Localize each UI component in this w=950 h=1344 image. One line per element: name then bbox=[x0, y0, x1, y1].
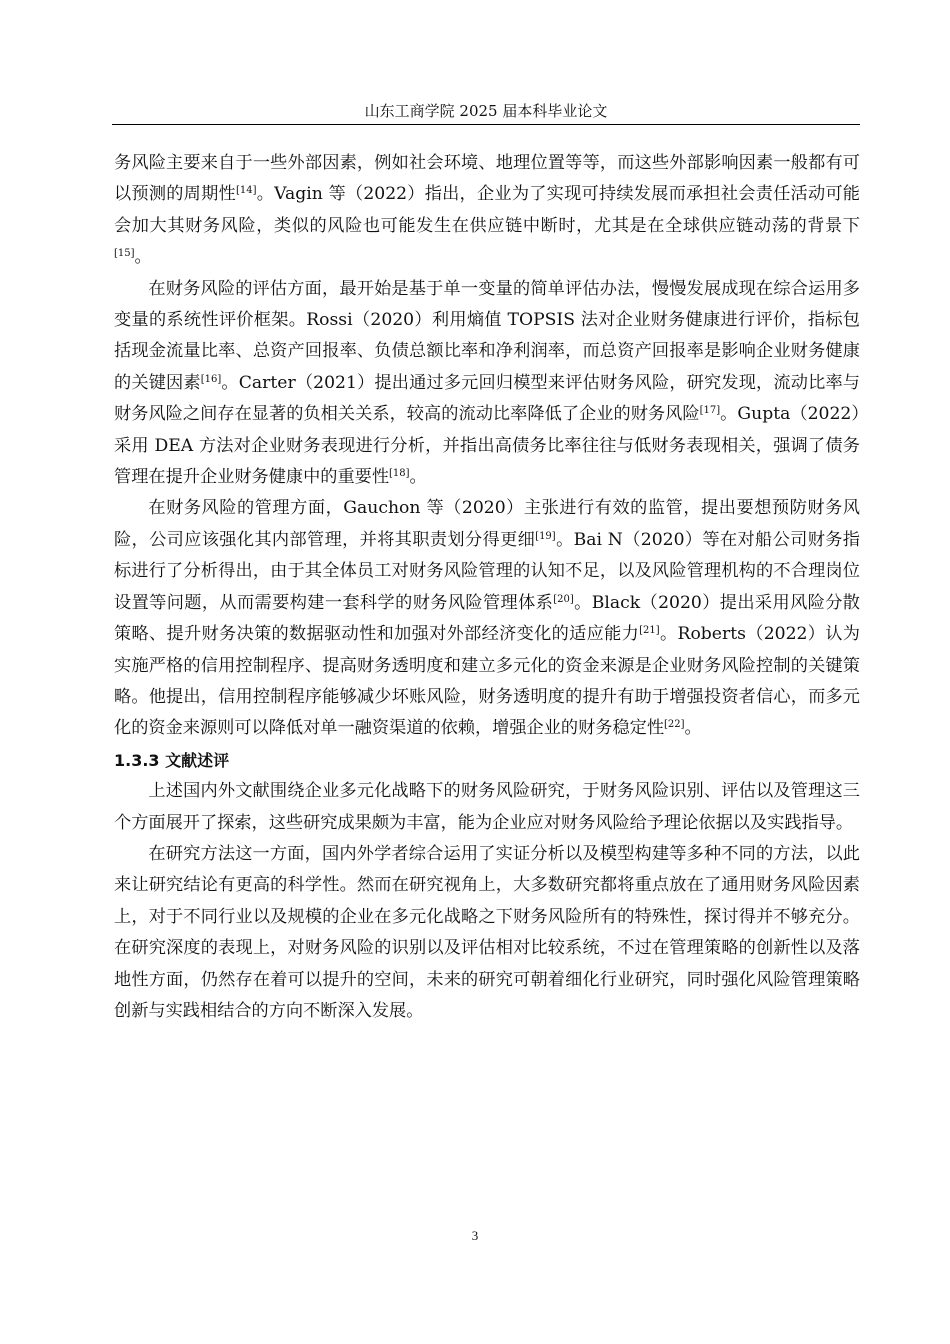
citation-ref: [15] bbox=[114, 248, 135, 260]
text-run: 。Black（2020）提出采用风险分散策略、提升财务决策的数据驱动性和加强对外部经济变化的适应能力 bbox=[114, 592, 860, 645]
citation-ref: [17] bbox=[699, 405, 721, 417]
section-heading bbox=[114, 745, 860, 776]
paragraph bbox=[114, 493, 860, 744]
page-number: 3 bbox=[471, 1228, 479, 1243]
text-run: 上述国内外文献围绕企业多元化战略下的财务风险研究，于财务风险识别、评估以及管理这三个方面展开了探索，这些研究成果颇为丰富，能为企业应对财务风险给予理论依据以及实践指导。 bbox=[114, 781, 860, 833]
text-run: 务风险主要来自于一些外部因素，例如社会环境、地理位置等等，而这些外部影响因素一般都有可以预测的周期性 bbox=[114, 153, 860, 205]
citation-ref: [22] bbox=[664, 719, 685, 731]
paragraph bbox=[114, 776, 860, 839]
text-run: 。Vagin 等（2022）指出，企业为了实现可持续发展而承担社会责任活动可能会加大其财务风险，类似的风险也可能发生在供应链中断时，尤其是在全球供应链动荡的背景下 bbox=[114, 184, 860, 236]
paragraph bbox=[114, 148, 860, 274]
citation-ref: [18] bbox=[389, 468, 410, 480]
text-run: 。Gupta（2022）采用 DEA 方法对企业财务表现进行分析，并指出高债务比率往往与低财务表现相关，强调了债务管理在提升企业财务健康中的重要性 bbox=[114, 404, 860, 488]
text-run: 。 bbox=[409, 467, 427, 488]
citation-ref: [16] bbox=[200, 373, 222, 385]
text-run: 在财务风险的管理方面，Gauchon 等（2020）主张进行有效的监管，提出要想预防财务风险，公司应该强化其内部管理，并将其职责划分得更细 bbox=[114, 498, 860, 550]
header-title: 山东工商学院 2025 届本科毕业论文 bbox=[364, 102, 608, 120]
citation-ref: [21] bbox=[639, 625, 660, 637]
text-run: 。 bbox=[134, 247, 152, 268]
header-rule bbox=[112, 124, 860, 125]
page-header bbox=[112, 100, 860, 122]
text-run: 。 bbox=[684, 718, 702, 739]
citation-ref: [14] bbox=[235, 185, 257, 197]
text-run: 。Roberts（2022）认为实施严格的信用控制程序、提高财务透明度和建立多元化的资金来源是企业财务风险控制的关键策略。他提出，信用控制程序能够减少坏账风险，财务透明度的提升有助于增强投资者信心，而多元化的资金来源则可以降低对单一融资渠道的依赖，增强企业的财务稳定性 bbox=[114, 624, 860, 739]
paragraph bbox=[114, 274, 860, 494]
text-run: 1.3.3 文献述评 bbox=[114, 750, 230, 770]
text-run: 在研究方法这一方面，国内外学者综合运用了实证分析以及模型构建等多种不同的方法，以此来让研究结论有更高的科学性。然而在研究视角上，大多数研究都将重点放在了通用财务风险因素上，对于不同行业以及规模的企业在多元化战略之下财务风险所有的特殊性，探讨得并不够充分。在研究深度的表现上，对财务风险的识别以及评估相对比较系统，不过在管理策略的创新性以及落地性方面，仍然存在着可以提升的空间，未来的研究可朝着细化行业研究，同时强化风险管理策略创新与实践相结合的方向不断深入发展。 bbox=[114, 843, 860, 1021]
text-run: 。Carter（2021）提出通过多元回归模型来评估财务风险，研究发现，流动比率与财务风险之间存在显著的负相关关系，较高的流动比率降低了企业的财务风险 bbox=[114, 372, 860, 425]
paragraph bbox=[114, 839, 860, 1027]
citation-ref: [20] bbox=[553, 593, 574, 605]
body-text bbox=[114, 148, 860, 1027]
citation-ref: [19] bbox=[535, 530, 556, 542]
text-run: 在财务风险的评估方面，最开始是基于单一变量的简单评估办法，慢慢发展成现在综合运用多变量的系统性评价框架。Rossi（2020）利用熵值 TOPSIS 法对企业财务健康进行评价，指标包括现金流量比率、总资产回报率、负债总额比率和净利润率，而总资产回报率是影响企业财务健康的关键因素 bbox=[114, 278, 860, 393]
text-run: 。Bai N（2020）等在对船公司财务指标进行了分析得出，由于其全体员工对财务风险管理的认知不足，以及风险管理机构的不合理岗位设置等问题，从而需要构建一套科学的财务风险管理体系 bbox=[114, 529, 860, 613]
